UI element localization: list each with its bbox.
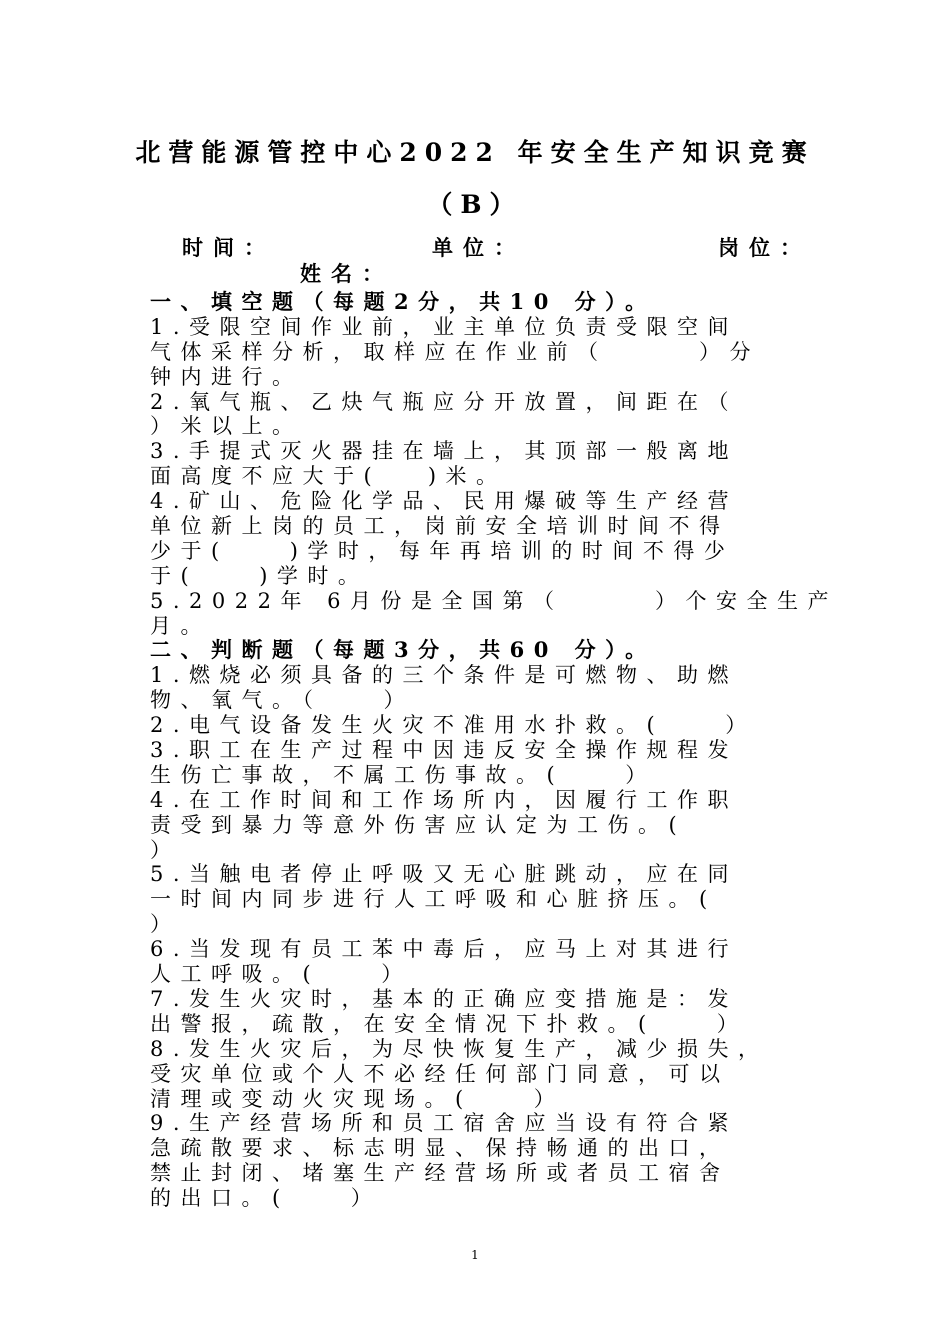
text-line: 钟内进行。 (150, 364, 303, 389)
text-line: 4.矿山、危险化学品、民用爆破等生产经营 (150, 489, 739, 514)
time-label: 时间： (182, 235, 275, 260)
text-line: ） (150, 837, 181, 862)
text-line: 8.发生火灾后，为尽快恢复生产，减少损失， (150, 1036, 769, 1061)
text-line: 物、氧气。（ ） (150, 688, 414, 713)
text-line: 出警报，疏散，在安全情况下扑救。( ） (150, 1011, 748, 1036)
text-line: 禁止封闭、堵塞生产经营场所或者员工宿舍 (150, 1161, 730, 1186)
document-title: 北营能源管控中心2022 年安全生产知识竞赛 (135, 138, 815, 167)
text-line: 的出口。( ） (150, 1186, 382, 1211)
text-line: 4.在工作时间和工作场所内，因履行工作职 (150, 787, 739, 812)
post-label: 岗位： (718, 235, 811, 260)
question-content (150, 289, 839, 1211)
text-line: ）米以上。 (150, 414, 303, 439)
text-line: 单位新上岗的员工，岗前安全培训时间不得 (150, 514, 730, 539)
text-line: 1.受限空间作业前，业主单位负责受限空间 (150, 314, 739, 339)
text-line: 3.职工在生产过程中因违反安全操作规程发 (150, 738, 739, 763)
section-heading-true-false: 二、判断题（每题3分，共60 分）。 (150, 637, 656, 663)
document-subtitle: （B） (427, 190, 523, 219)
text-line: 5.2022年 6月份是全国第（ ）个安全生产 (150, 588, 839, 613)
text-line: 6.当发现有员工苯中毒后，应马上对其进行 (150, 937, 739, 962)
text-line: 生伤亡事故，不属工伤事故。( ） (150, 762, 656, 787)
text-line: 急疏散要求、标志明显、保持畅通的出口， (150, 1136, 730, 1161)
text-line: 人工呼吸。( ） (150, 962, 412, 987)
text-line: 一时间内同步进行人工呼吸和心脏挤压。( (150, 887, 717, 912)
text-line: 9.生产经营场所和员工宿舍应当设有符合紧 (150, 1111, 739, 1136)
page-number: 1 (471, 1248, 479, 1262)
text-line: 清理或变动火灾现场。( ） (150, 1086, 565, 1111)
text-line: 月。 (150, 613, 211, 638)
text-line: ） (150, 912, 181, 937)
text-line: 7.发生火灾时，基本的正确应变措施是：发 (150, 986, 739, 1011)
text-line: 5.当触电者停止呼吸又无心脏跳动，应在同 (150, 862, 739, 887)
text-line: 1.燃烧必须具备的三个条件是可燃物、助燃 (150, 663, 739, 688)
unit-label: 单位： (432, 235, 525, 260)
text-line: 受灾单位或个人不必经任何部门同意，可以 (150, 1061, 730, 1086)
text-line: 少于( )学时，每年再培训的时间不得少 (150, 538, 735, 563)
text-line: 2.电气设备发生火灾不准用水扑救。( ） (150, 713, 756, 738)
name-label: 姓名： (300, 261, 393, 286)
text-line: 3.手提式灭火器挂在墙上，其顶部一般离地 (150, 439, 739, 464)
text-line: 责受到暴力等意外伤害应认定为工伤。( (150, 812, 687, 837)
section-heading-fill-blank: 一、填空题（每题2分，共10 分）。 (150, 289, 656, 314)
text-line: 气体采样分析，取样应在作业前（ ）分 (150, 339, 760, 364)
text-line: 面高度不应大于( )米。 (150, 464, 507, 489)
text-line: 2.氧气瓶、乙炔气瓶应分开放置，间距在（ (150, 389, 739, 414)
text-line: 于( )学时。 (150, 563, 369, 588)
